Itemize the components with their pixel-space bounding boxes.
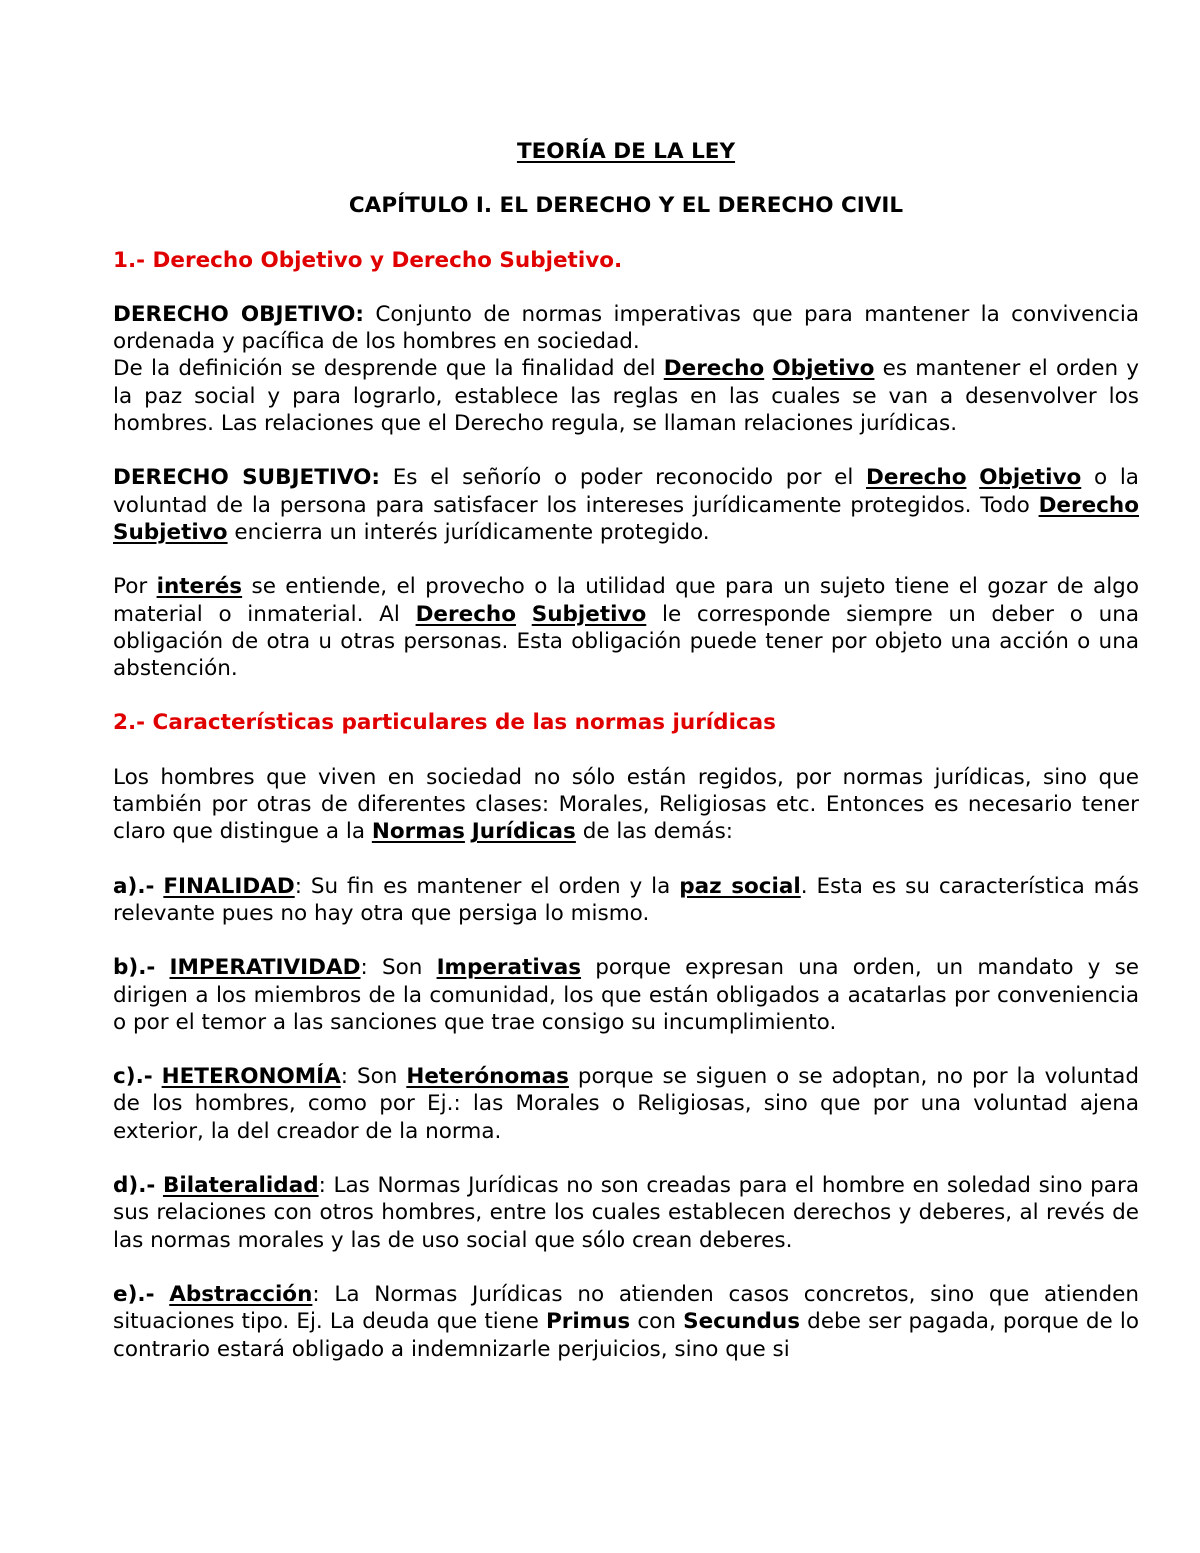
paragraph-interes: Por interés se entiende, el provecho o la utilidad que para un sujeto tiene el gozar de algo material o inmaterial. Al Derecho Subjetivo le corresponde siempre un deber o una obligación de otra u otras personas. Esta obligación puede tener por objeto una acción o una abstención. <box>113 574 1139 682</box>
item-b-imperatividad: b).- IMPERATIVIDAD: Son Imperativas porque expresan una orden, un mandato y se dirigen a los miembros de la comunidad, los que están obligados a acatarlas por conveniencia o por el temor a las sanciones que trae consigo su incumplimiento. <box>113 955 1139 1035</box>
term-derecho-objetivo: DERECHO OBJETIVO: <box>113 301 364 327</box>
item-e-abstraccion: e).- Abstracción: La Normas Jurídicas no atienden casos concretos, sino que atienden situaciones tipo. Ej. La deuda que tiene Primus con Secundus debe ser pagada, porque de lo contrario estará obligado a indemnizarle perjuicios, sino que si <box>113 1281 1139 1362</box>
paragraph-derecho-objetivo: DERECHO OBJETIVO: Conjunto de normas imperativas que para mantener la convivencia ordenada y pacífica de los hombres en sociedad. <box>113 301 1139 355</box>
document-page <box>113 138 1139 1363</box>
paragraph-definicion: De la definición se desprende que la finalidad del Derecho Objetivo es mantener el orden y la paz social y para lograrlo, establece las reglas en las cuales se van a desenvolver los hombres. Las relaciones que el Derecho regula, se llaman relaciones jurídicas. <box>113 356 1139 437</box>
term-derecho-subjetivo: DERECHO SUBJETIVO: <box>113 465 381 491</box>
document-title: TEORÍA DE LA LEY <box>516 139 736 164</box>
chapter-heading: CAPÍTULO I. EL DERECHO Y EL DERECHO CIVIL <box>348 193 904 219</box>
section-2-heading: 2.- Características particulares de las normas jurídicas <box>113 710 776 736</box>
item-a-finalidad: a).- FINALIDAD: Su fin es mantener el orden y la paz social. Esta es su característica más relevante pues no hay otra que persiga lo mismo. <box>113 873 1139 926</box>
item-d-bilateralidad: d).- Bilateralidad: Las Normas Jurídicas no son creadas para el hombre en soledad sino para sus relaciones con otros hombres, entre los cuales establecen derechos y deberes, al revés de las normas morales y las de uso social que sólo crean deberes. <box>113 1173 1139 1253</box>
paragraph-derecho-subjetivo: DERECHO SUBJETIVO: Es el señorío o poder reconocido por el Derecho Objetivo o la voluntad de la persona para satisfacer los intereses jurídicamente protegidos. Todo Derecho Subjetivo encierra un interés jurídicamente protegido. <box>113 465 1139 545</box>
paragraph-normas-intro: Los hombres que viven en sociedad no sólo están regidos, por normas jurídicas, sino que también por otras de diferentes clases: Morales, Religiosas etc. Entonces es necesario tener claro que distingue a la Normas Jurídicas de las demás: <box>113 764 1139 845</box>
section-1-heading: 1.- Derecho Objetivo y Derecho Subjetivo. <box>113 247 623 273</box>
item-c-heteronomia: c).- HETERONOMÍA: Son Heterónomas porque se siguen o se adoptan, no por la voluntad de los hombres, como por Ej.: las Morales o Religiosas, sino que por una voluntad ajena exterior, la del creador de la norma. <box>113 1064 1139 1144</box>
